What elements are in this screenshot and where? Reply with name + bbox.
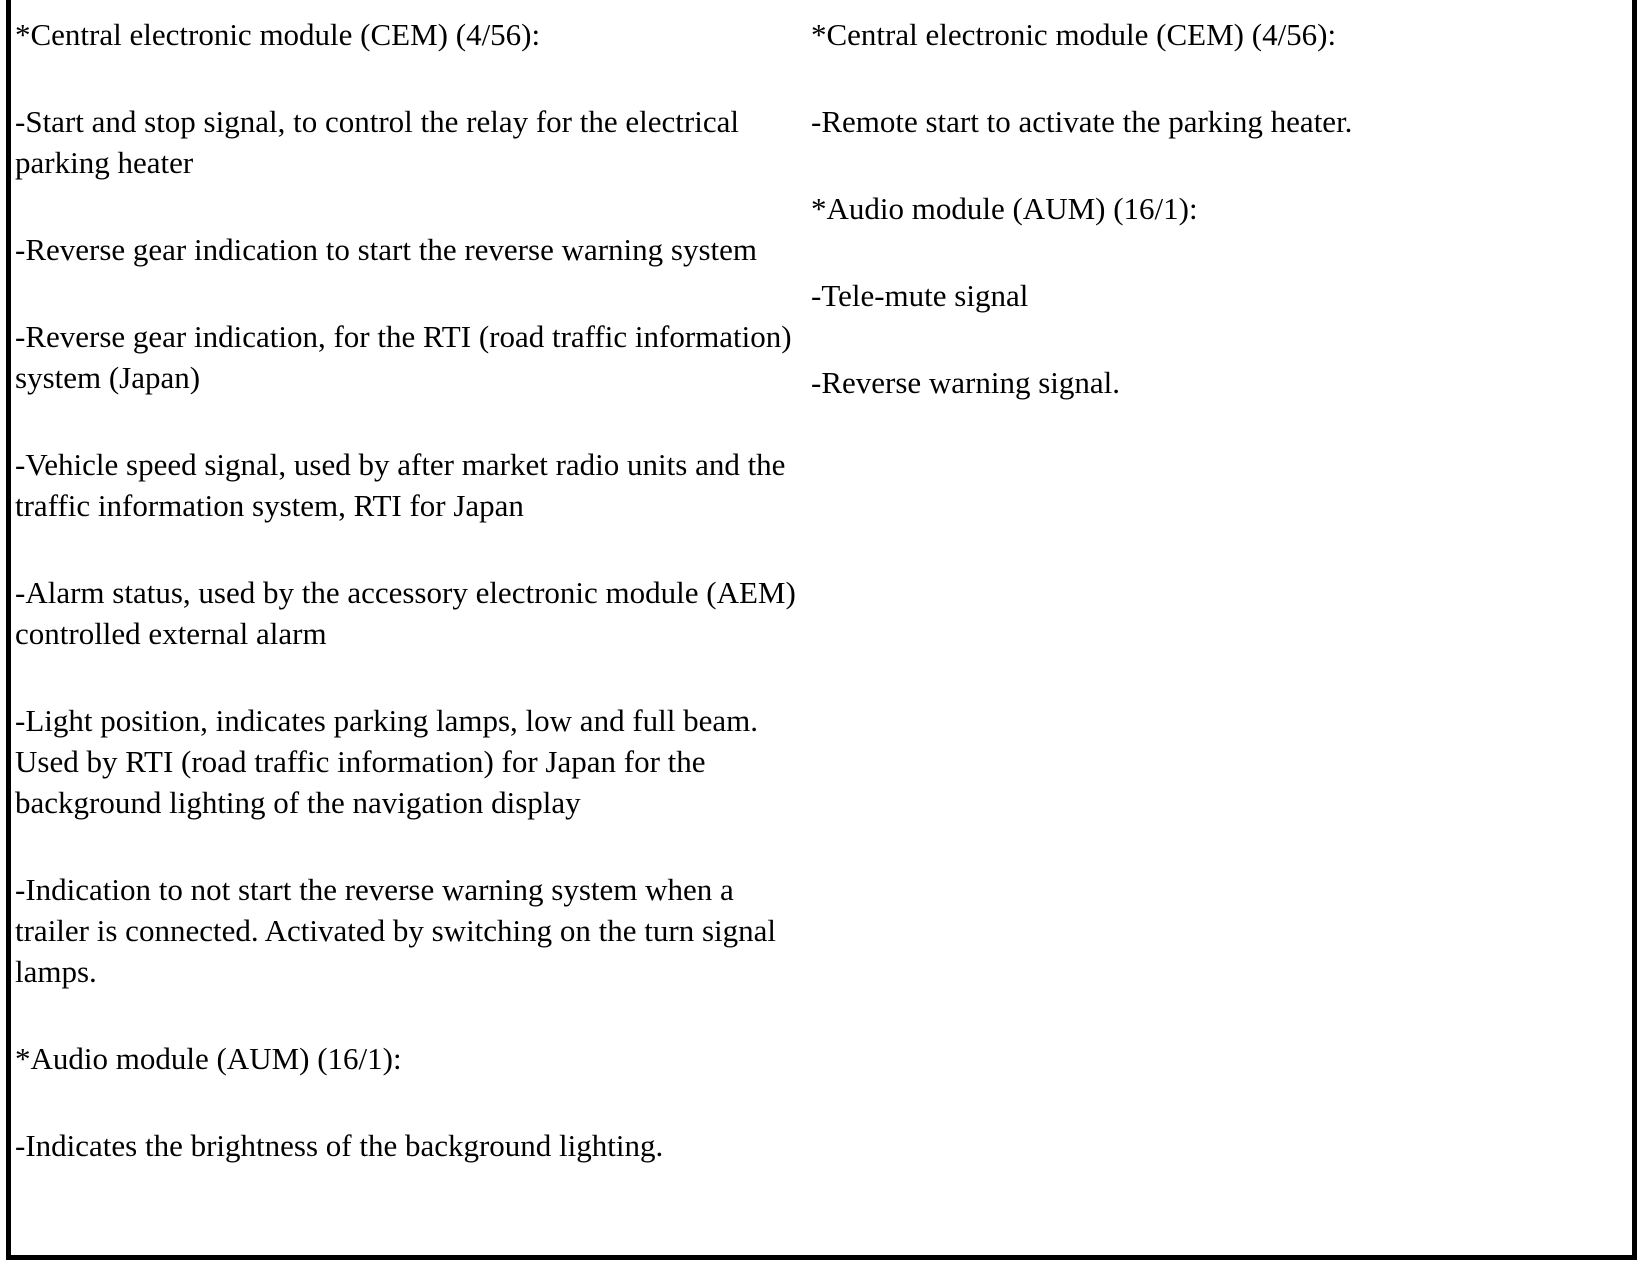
aum-heading-right: *Audio module (AUM) (16/1): — [811, 191, 1198, 226]
start-stop-signal-item: -Start and stop signal, to control the relay for the electrical parking heater — [15, 104, 739, 180]
alarm-status-item: -Alarm status, used by the accessory electronic module (AEM) controlled external alarm — [15, 575, 796, 651]
reverse-rti-item: -Reverse gear indication, for the RTI (road traffic information) system (Japan) — [15, 319, 792, 395]
trailer-indication-item: -Indication to not start the reverse warning system when a trailer is connected. Activated by switching on the turn signal lamps. — [15, 872, 777, 989]
left-column — [15, 14, 815, 1212]
reverse-warning-signal-item: -Reverse warning signal. — [811, 365, 1121, 400]
reverse-warning-item: -Reverse gear indication to start the reverse warning system — [15, 232, 758, 267]
brightness-item: -Indicates the brightness of the background lighting. — [15, 1128, 664, 1163]
vehicle-speed-item: -Vehicle speed signal, used by after market radio units and the traffic information system, RTI for Japan — [15, 447, 786, 523]
tele-mute-item: -Tele-mute signal — [811, 278, 1029, 313]
cem-heading: *Central electronic module (CEM) (4/56): — [15, 17, 541, 52]
right-column — [811, 14, 1591, 449]
light-position-item: -Light position, indicates parking lamps, low and full beam. Used by RTI (road traffic information) for Japan for the background lighting of the navigation display — [15, 703, 759, 820]
aum-heading: *Audio module (AUM) (16/1): — [15, 1041, 402, 1076]
remote-start-item: -Remote start to activate the parking heater. — [811, 104, 1353, 139]
cem-heading-right: *Central electronic module (CEM) (4/56): — [811, 17, 1337, 52]
